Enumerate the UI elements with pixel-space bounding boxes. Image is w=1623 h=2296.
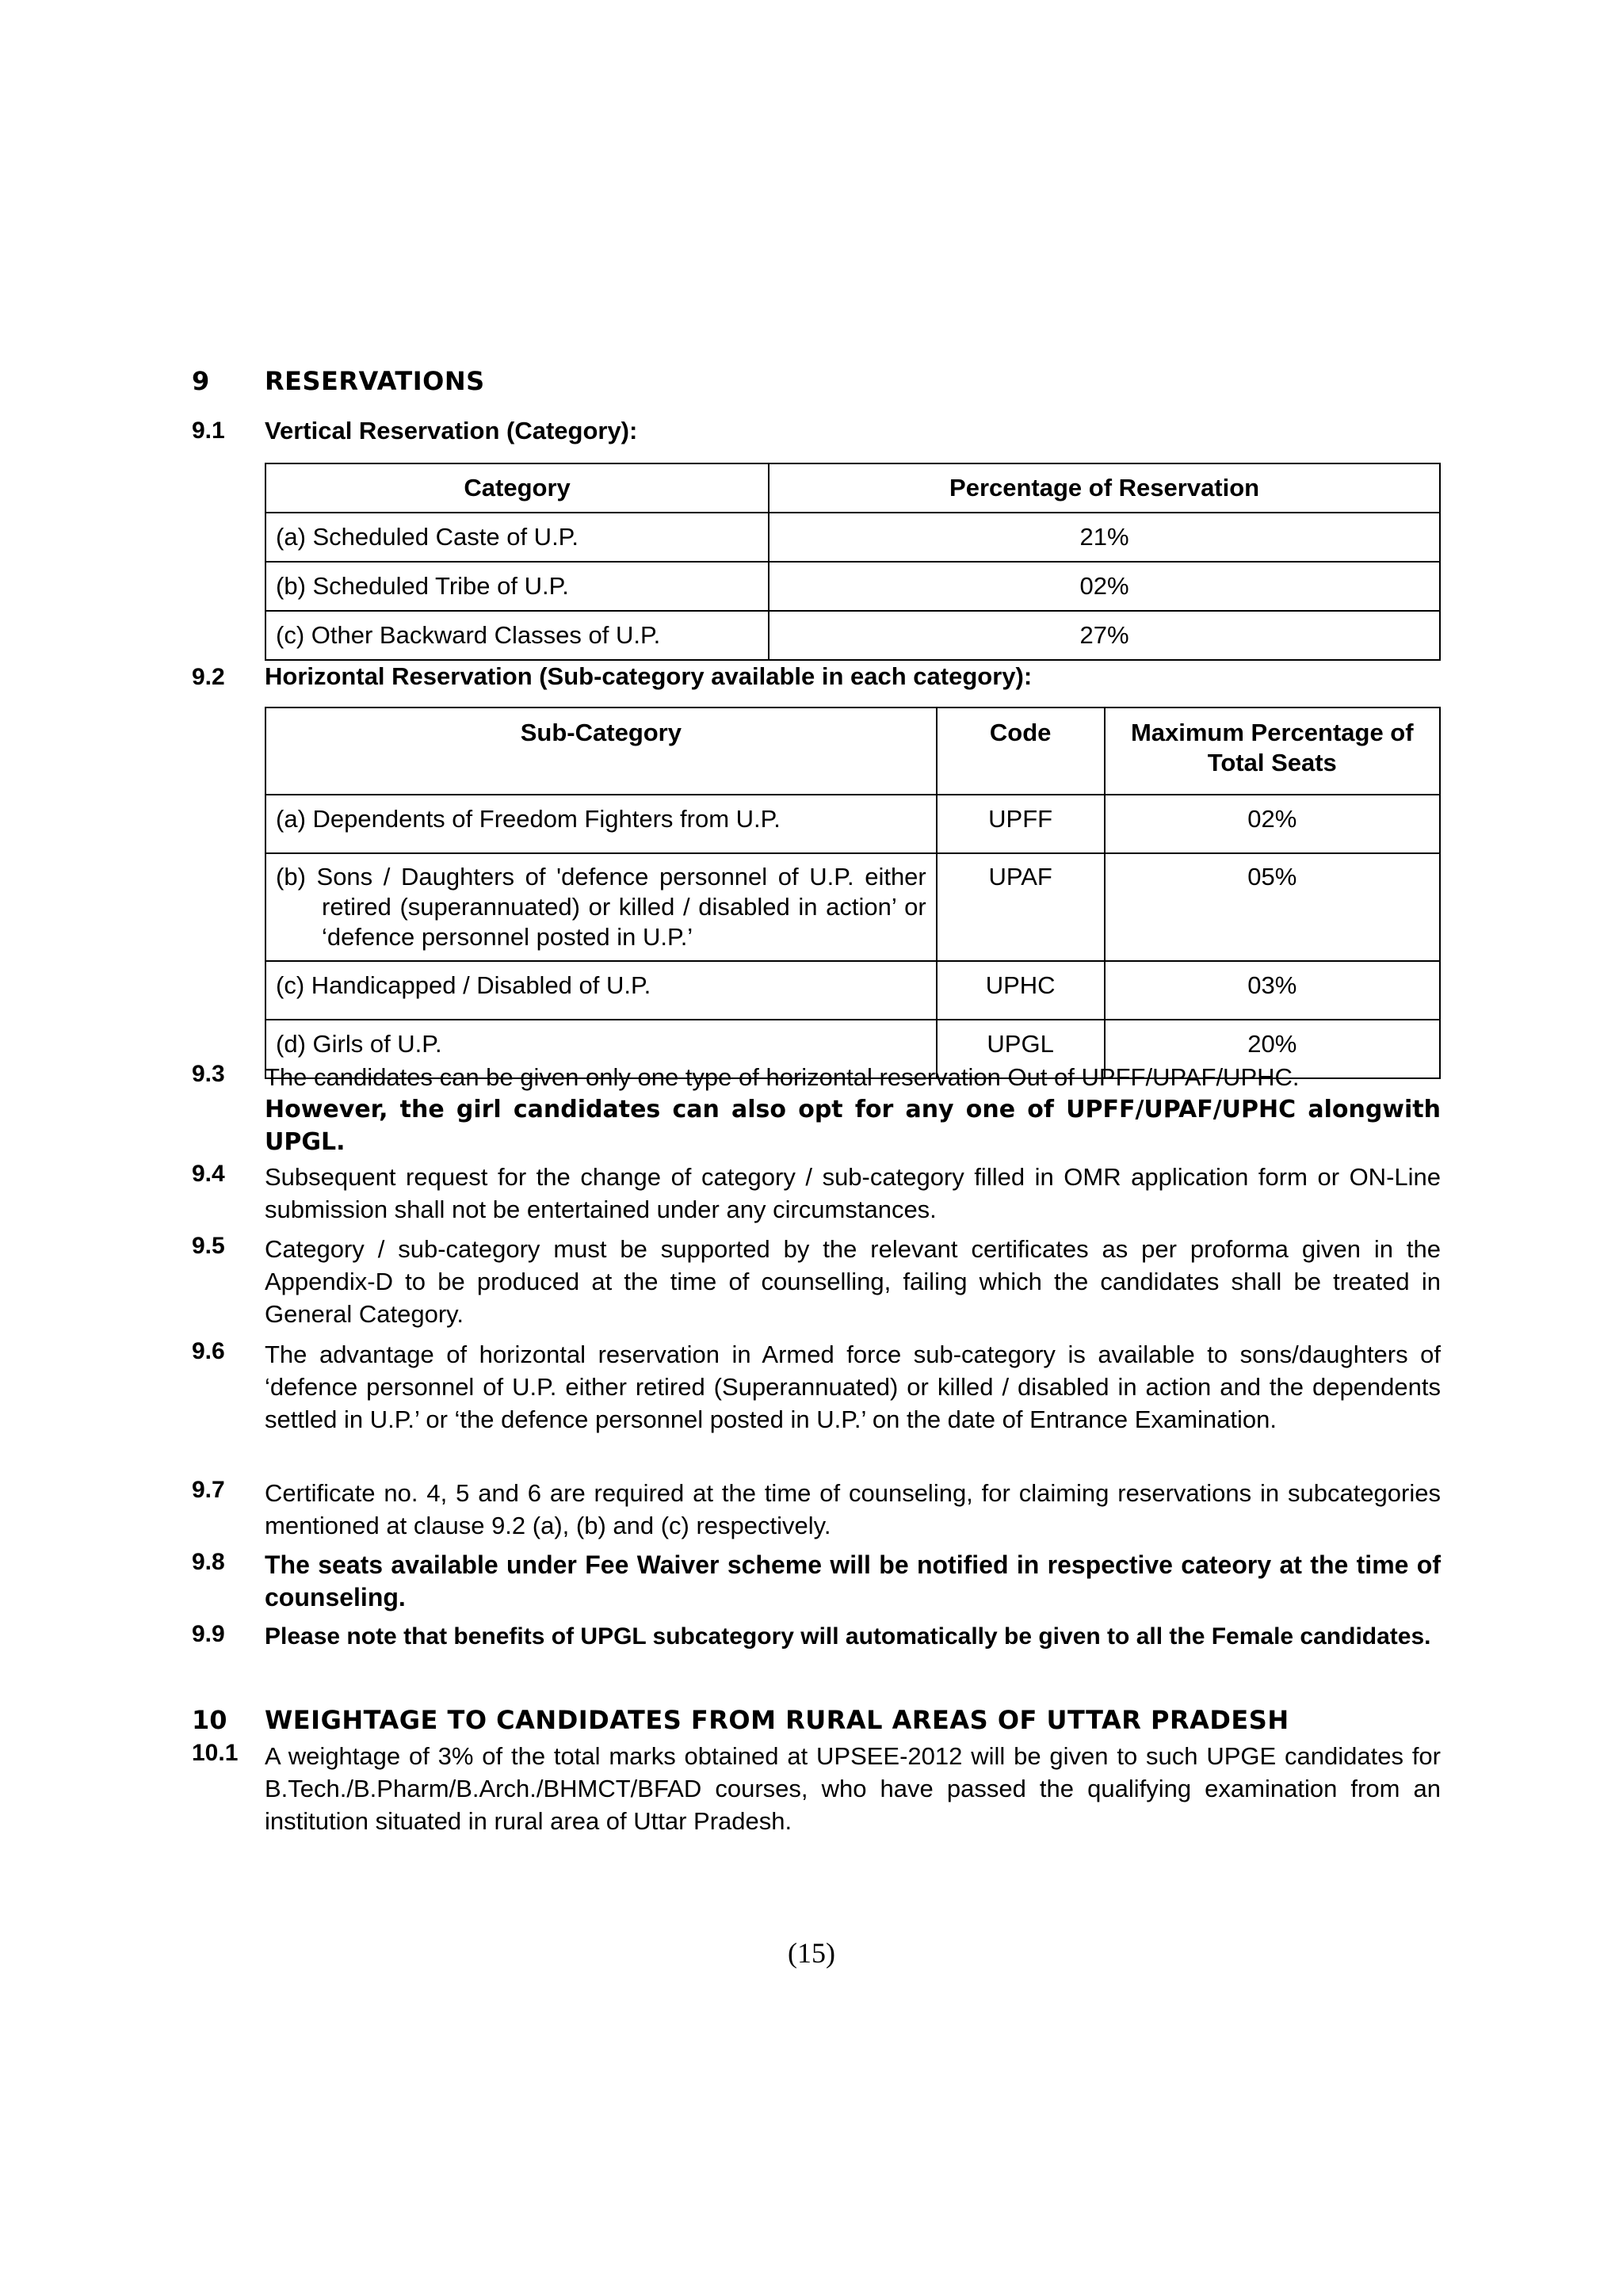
clause-text: The advantage of horizontal reservation in Armed force sub-category is available to sons/daughters of ‘defence personnel of U.P. either retired (Superannuated) or killed / disabled in action and the dependents settled in U.P.’ or ‘the defence personnel posted in U.P.’ on the date of Entrance Examination. — [265, 1341, 1441, 1433]
table-row — [265, 611, 1440, 660]
clause-10-1 — [192, 1740, 1441, 1837]
table-header-row — [265, 463, 1440, 513]
clause-number: 9.5 — [192, 1233, 225, 1259]
percentage-cell: 27% — [769, 611, 1440, 660]
percentage-cell: 03% — [1105, 961, 1440, 1020]
sub-category-cell: (c) Handicapped / Disabled of U.P. — [265, 961, 937, 1020]
clause-text: The candidates can be given only one type of horizontal reservation Out of UPFF/UPAF/UPHC. — [265, 1063, 1300, 1091]
percentage-cell: 02% — [1105, 795, 1440, 853]
table-header-row — [265, 707, 1440, 795]
column-header-max-percentage: Maximum Percentage of Total Seats — [1105, 707, 1440, 795]
table-row — [265, 562, 1440, 611]
section-9-number: 9 — [192, 366, 210, 396]
code-cell: UPAF — [937, 853, 1105, 961]
percentage-cell: 20% — [1105, 1020, 1440, 1078]
clause-text: Category / sub-category must be supported by the relevant certificates as per proforma given in the Appendix-D to be produced at the time of counselling, failing which the candidates shall be treated in General Category. — [265, 1235, 1441, 1328]
clause-9-7 — [192, 1477, 1441, 1542]
category-cell: (c) Other Backward Classes of U.P. — [265, 611, 769, 660]
clause-text: The seats available under Fee Waiver scheme will be notified in respective cateory at the time of counseling. — [265, 1550, 1441, 1611]
code-cell: UPGL — [937, 1020, 1105, 1078]
clause-number: 9.3 — [192, 1061, 225, 1087]
clause-9-2-title: Horizontal Reservation (Sub-category available in each category): — [265, 662, 1033, 690]
category-cell: (a) Scheduled Caste of U.P. — [265, 513, 769, 562]
column-header-category: Category — [265, 463, 769, 513]
clause-text: Please note that benefits of UPGL subcategory will automatically be given to all the Female candidates. — [265, 1623, 1431, 1650]
clause-9-1-title: Vertical Reservation (Category): — [265, 417, 638, 444]
clause-9-9 — [192, 1621, 1441, 1653]
table-row — [265, 513, 1440, 562]
clause-text: Subsequent request for the change of category / sub-category filled in OMR application form or ON-Line submission shall not be entertained under any circumstances. — [265, 1163, 1441, 1223]
table-row — [265, 795, 1440, 853]
sub-category-cell: (a) Dependents of Freedom Fighters from U.P. — [265, 795, 937, 853]
table-row — [265, 961, 1440, 1020]
section-9-title: RESERVATIONS — [265, 366, 485, 396]
clause-number: 9.6 — [192, 1338, 225, 1364]
column-header-code: Code — [937, 707, 1105, 795]
clause-text: A weightage of 3% of the total marks obtained at UPSEE-2012 will be given to such UPGE candidates for B.Tech./B.Pharm/B.Arch./BHMCT/BFAD courses, who have passed the qualifying examination from an institution situated in rural area of Uttar Pradesh. — [265, 1742, 1441, 1835]
vertical-reservation-table — [265, 463, 1441, 661]
clause-9-3 — [192, 1061, 1441, 1158]
percentage-cell: 21% — [769, 513, 1440, 562]
clause-number: 9.8 — [192, 1549, 225, 1575]
column-header-sub-category: Sub-Category — [265, 707, 937, 795]
category-cell: (b) Scheduled Tribe of U.P. — [265, 562, 769, 611]
clause-bold-text: However, the girl candidates can also opt for any one of UPFF/UPAF/UPHC alongwith UPGL. — [265, 1096, 1441, 1156]
clause-9-6 — [192, 1338, 1441, 1436]
table-row — [265, 853, 1440, 961]
clause-number: 9.7 — [192, 1477, 225, 1503]
section-10-title: WEIGHTAGE TO CANDIDATES FROM RURAL AREAS OF UTTAR PRADESH — [265, 1705, 1289, 1735]
clause-9-1-number: 9.1 — [192, 418, 225, 444]
clause-text: Certificate no. 4, 5 and 6 are required at the time of counseling, for claiming reservations in subcategories mentioned at clause 9.2 (a), (b) and (c) respectively. — [265, 1479, 1441, 1539]
clause-number: 10.1 — [192, 1740, 239, 1766]
clause-number: 9.4 — [192, 1161, 225, 1187]
clause-number: 9.9 — [192, 1621, 225, 1647]
code-cell: UPFF — [937, 795, 1105, 853]
clause-9-2-number: 9.2 — [192, 664, 225, 690]
sub-category-cell — [265, 853, 937, 961]
horizontal-reservation-table — [265, 707, 1441, 1079]
percentage-cell: 02% — [769, 562, 1440, 611]
sub-category-cell: (d) Girls of U.P. — [265, 1020, 937, 1078]
page-number: (15) — [788, 1937, 835, 1969]
column-header-percentage: Percentage of Reservation — [769, 463, 1440, 513]
clause-9-5 — [192, 1233, 1441, 1330]
clause-9-4 — [192, 1161, 1441, 1226]
percentage-cell: 05% — [1105, 853, 1440, 961]
clause-9-8 — [192, 1549, 1441, 1614]
sub-category-text: (b) Sons / Daughters of 'defence personnel of U.P. either retired (superannuated) or killed / disabled in action’ or ‘defence personnel posted in U.P.’ — [276, 863, 926, 951]
code-cell: UPHC — [937, 961, 1105, 1020]
section-10-number: 10 — [192, 1705, 227, 1735]
